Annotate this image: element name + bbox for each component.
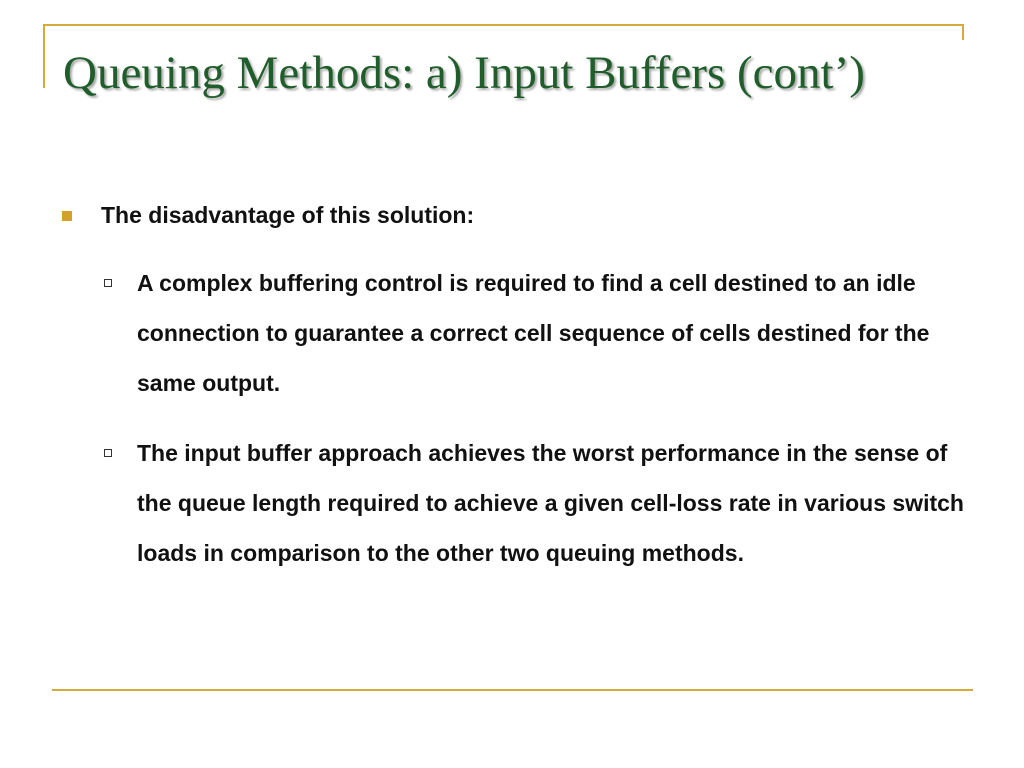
- bullet-text: The disadvantage of this solution:: [101, 202, 475, 228]
- sub-bullet-text: The input buffer approach achieves the worst performance in the sense of the queue length required to achieve a given cell-loss rate in various switch loads in comparison to the other two queuing methods.: [137, 440, 964, 566]
- frame-right-rule: [962, 24, 964, 40]
- sub-bullet-text: A complex buffering control is required to find a cell destined to an idle connection to guarantee a correct cell sequence of cells destined for the same output.: [137, 270, 930, 396]
- frame-left-rule: [43, 24, 45, 88]
- footer-rule: [52, 689, 973, 691]
- square-bullet-icon: [62, 211, 72, 221]
- hollow-square-bullet-icon: [104, 279, 112, 287]
- frame-top-rule: [43, 24, 964, 26]
- hollow-square-bullet-icon: [104, 449, 112, 457]
- slide-title: Queuing Methods: a) Input Buffers (cont’): [63, 47, 865, 99]
